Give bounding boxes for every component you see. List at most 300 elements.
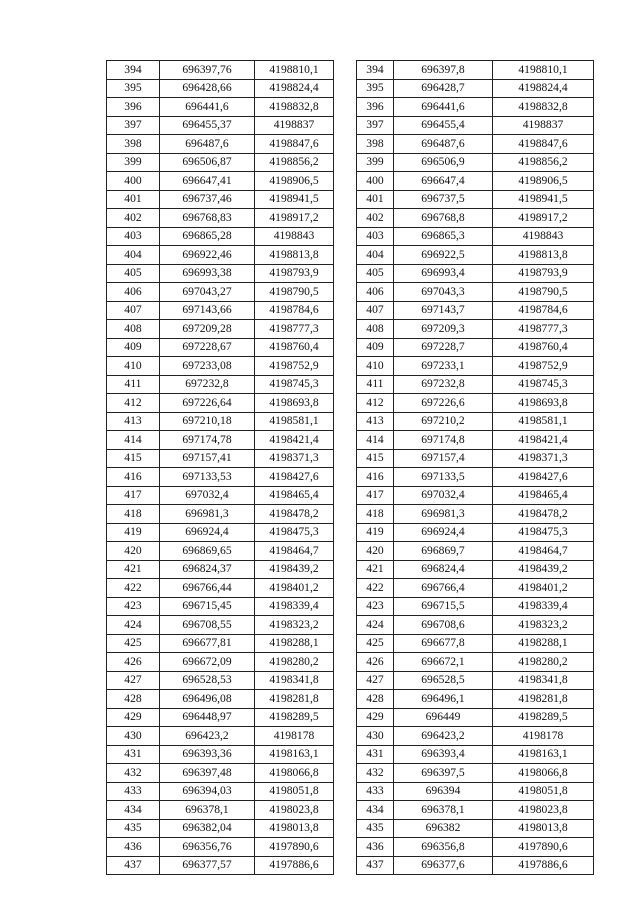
left-point-number-cell: 397 xyxy=(107,116,160,135)
left-x-coordinate-cell: 696506,87 xyxy=(160,153,255,172)
left-y-coordinate-cell: 4198427,6 xyxy=(255,468,334,487)
table-row xyxy=(107,653,594,672)
right-point-number-cell: 424 xyxy=(357,616,394,635)
table-row xyxy=(107,801,594,820)
right-y-coordinate-cell: 4198813,8 xyxy=(493,246,594,265)
right-point-number-cell: 418 xyxy=(357,505,394,524)
table-row xyxy=(107,597,594,616)
table-row xyxy=(107,375,594,394)
left-y-coordinate-cell: 4198066,8 xyxy=(255,764,334,783)
left-y-coordinate-cell: 4198832,8 xyxy=(255,98,334,117)
left-y-coordinate-cell: 4198813,8 xyxy=(255,246,334,265)
left-point-number-cell: 413 xyxy=(107,412,160,431)
right-point-number-cell: 395 xyxy=(357,79,394,98)
right-point-number-cell: 434 xyxy=(357,801,394,820)
left-x-coordinate-cell: 696394,03 xyxy=(160,782,255,801)
left-y-coordinate-cell: 4198581,1 xyxy=(255,412,334,431)
left-point-number-cell: 429 xyxy=(107,708,160,727)
table-row xyxy=(107,523,594,542)
table-gap xyxy=(334,523,357,542)
left-y-coordinate-cell: 4197890,6 xyxy=(255,838,334,857)
right-y-coordinate-cell: 4198289,5 xyxy=(493,708,594,727)
right-y-coordinate-cell: 4198051,8 xyxy=(493,782,594,801)
table-gap xyxy=(334,190,357,209)
left-x-coordinate-cell: 696647,41 xyxy=(160,172,255,191)
right-y-coordinate-cell: 4198824,4 xyxy=(493,79,594,98)
left-y-coordinate-cell: 4198465,4 xyxy=(255,486,334,505)
left-x-coordinate-cell: 696487,6 xyxy=(160,135,255,154)
table-gap xyxy=(334,61,357,80)
left-x-coordinate-cell: 697174,78 xyxy=(160,431,255,450)
table-row xyxy=(107,505,594,524)
right-y-coordinate-cell: 4198341,8 xyxy=(493,671,594,690)
table-row xyxy=(107,634,594,653)
table-gap xyxy=(334,856,357,875)
table-row xyxy=(107,394,594,413)
right-point-number-cell: 410 xyxy=(357,357,394,376)
table-row xyxy=(107,172,594,191)
right-point-number-cell: 423 xyxy=(357,597,394,616)
table-gap xyxy=(334,98,357,117)
right-y-coordinate-cell: 4198941,5 xyxy=(493,190,594,209)
left-point-number-cell: 417 xyxy=(107,486,160,505)
table-gap xyxy=(334,246,357,265)
left-point-number-cell: 409 xyxy=(107,338,160,357)
right-y-coordinate-cell: 4198066,8 xyxy=(493,764,594,783)
left-x-coordinate-cell: 697233,08 xyxy=(160,357,255,376)
table-row xyxy=(107,431,594,450)
right-y-coordinate-cell: 4198906,5 xyxy=(493,172,594,191)
left-point-number-cell: 433 xyxy=(107,782,160,801)
table-row xyxy=(107,338,594,357)
left-point-number-cell: 421 xyxy=(107,560,160,579)
table-row xyxy=(107,190,594,209)
left-point-number-cell: 414 xyxy=(107,431,160,450)
left-point-number-cell: 404 xyxy=(107,246,160,265)
right-x-coordinate-cell: 696393,4 xyxy=(394,745,493,764)
left-point-number-cell: 418 xyxy=(107,505,160,524)
left-point-number-cell: 416 xyxy=(107,468,160,487)
table-gap xyxy=(334,431,357,450)
left-x-coordinate-cell: 697228,67 xyxy=(160,338,255,357)
left-y-coordinate-cell: 4198341,8 xyxy=(255,671,334,690)
right-point-number-cell: 433 xyxy=(357,782,394,801)
left-point-number-cell: 401 xyxy=(107,190,160,209)
left-point-number-cell: 425 xyxy=(107,634,160,653)
table-gap xyxy=(334,764,357,783)
right-y-coordinate-cell: 4198581,1 xyxy=(493,412,594,431)
right-x-coordinate-cell: 697043,3 xyxy=(394,283,493,302)
table-gap xyxy=(334,597,357,616)
left-point-number-cell: 435 xyxy=(107,819,160,838)
table-row xyxy=(107,690,594,709)
right-x-coordinate-cell: 696428,7 xyxy=(394,79,493,98)
left-y-coordinate-cell: 4198371,3 xyxy=(255,449,334,468)
right-point-number-cell: 408 xyxy=(357,320,394,339)
right-x-coordinate-cell: 696993,4 xyxy=(394,264,493,283)
right-point-number-cell: 397 xyxy=(357,116,394,135)
table-row xyxy=(107,153,594,172)
table-gap xyxy=(334,394,357,413)
left-x-coordinate-cell: 696981,3 xyxy=(160,505,255,524)
right-x-coordinate-cell: 696677,8 xyxy=(394,634,493,653)
right-x-coordinate-cell: 696496,1 xyxy=(394,690,493,709)
left-x-coordinate-cell: 697210,18 xyxy=(160,412,255,431)
right-y-coordinate-cell: 4198023,8 xyxy=(493,801,594,820)
right-y-coordinate-cell: 4198478,2 xyxy=(493,505,594,524)
left-y-coordinate-cell: 4198439,2 xyxy=(255,560,334,579)
left-point-number-cell: 415 xyxy=(107,449,160,468)
left-y-coordinate-cell: 4198051,8 xyxy=(255,782,334,801)
left-point-number-cell: 427 xyxy=(107,671,160,690)
right-y-coordinate-cell: 4198401,2 xyxy=(493,579,594,598)
left-point-number-cell: 400 xyxy=(107,172,160,191)
table-gap xyxy=(334,838,357,857)
right-x-coordinate-cell: 696394 xyxy=(394,782,493,801)
left-y-coordinate-cell: 4198906,5 xyxy=(255,172,334,191)
right-point-number-cell: 428 xyxy=(357,690,394,709)
right-y-coordinate-cell: 4197886,6 xyxy=(493,856,594,875)
table-gap xyxy=(334,616,357,635)
table-row xyxy=(107,486,594,505)
right-x-coordinate-cell: 696768,8 xyxy=(394,209,493,228)
right-y-coordinate-cell: 4198843 xyxy=(493,227,594,246)
left-x-coordinate-cell: 697143,66 xyxy=(160,301,255,320)
right-x-coordinate-cell: 696441,6 xyxy=(394,98,493,117)
coordinates-table-body xyxy=(107,61,594,875)
left-x-coordinate-cell: 696382,04 xyxy=(160,819,255,838)
table-gap xyxy=(334,486,357,505)
left-point-number-cell: 412 xyxy=(107,394,160,413)
right-point-number-cell: 404 xyxy=(357,246,394,265)
table-row xyxy=(107,449,594,468)
table-gap xyxy=(334,227,357,246)
table-gap xyxy=(334,338,357,357)
left-point-number-cell: 431 xyxy=(107,745,160,764)
right-point-number-cell: 399 xyxy=(357,153,394,172)
right-y-coordinate-cell: 4198464,7 xyxy=(493,542,594,561)
table-gap xyxy=(334,357,357,376)
left-point-number-cell: 424 xyxy=(107,616,160,635)
right-y-coordinate-cell: 4198288,1 xyxy=(493,634,594,653)
left-point-number-cell: 419 xyxy=(107,523,160,542)
left-point-number-cell: 395 xyxy=(107,79,160,98)
table-gap xyxy=(334,801,357,820)
right-x-coordinate-cell: 696528,5 xyxy=(394,671,493,690)
table-gap xyxy=(334,301,357,320)
table-row xyxy=(107,838,594,857)
right-point-number-cell: 398 xyxy=(357,135,394,154)
table-row xyxy=(107,782,594,801)
right-x-coordinate-cell: 697143,7 xyxy=(394,301,493,320)
table-gap xyxy=(334,209,357,228)
right-x-coordinate-cell: 696487,6 xyxy=(394,135,493,154)
right-x-coordinate-cell: 696922,5 xyxy=(394,246,493,265)
right-point-number-cell: 437 xyxy=(357,856,394,875)
right-y-coordinate-cell: 4198777,3 xyxy=(493,320,594,339)
left-y-coordinate-cell: 4198023,8 xyxy=(255,801,334,820)
right-y-coordinate-cell: 4198371,3 xyxy=(493,449,594,468)
coordinates-table xyxy=(106,60,594,875)
table-row xyxy=(107,579,594,598)
right-y-coordinate-cell: 4198752,9 xyxy=(493,357,594,376)
right-x-coordinate-cell: 696824,4 xyxy=(394,560,493,579)
left-x-coordinate-cell: 696397,76 xyxy=(160,61,255,80)
right-x-coordinate-cell: 697174,8 xyxy=(394,431,493,450)
left-point-number-cell: 408 xyxy=(107,320,160,339)
left-y-coordinate-cell: 4198784,6 xyxy=(255,301,334,320)
left-x-coordinate-cell: 696393,36 xyxy=(160,745,255,764)
left-point-number-cell: 406 xyxy=(107,283,160,302)
right-y-coordinate-cell: 4197890,6 xyxy=(493,838,594,857)
right-x-coordinate-cell: 696708,6 xyxy=(394,616,493,635)
right-y-coordinate-cell: 4198793,9 xyxy=(493,264,594,283)
left-y-coordinate-cell: 4198693,8 xyxy=(255,394,334,413)
left-x-coordinate-cell: 697133,53 xyxy=(160,468,255,487)
table-row xyxy=(107,79,594,98)
right-y-coordinate-cell: 4198693,8 xyxy=(493,394,594,413)
left-y-coordinate-cell: 4198281,8 xyxy=(255,690,334,709)
left-x-coordinate-cell: 697226,64 xyxy=(160,394,255,413)
right-point-number-cell: 396 xyxy=(357,98,394,117)
left-x-coordinate-cell: 696766,44 xyxy=(160,579,255,598)
right-point-number-cell: 407 xyxy=(357,301,394,320)
right-y-coordinate-cell: 4198465,4 xyxy=(493,486,594,505)
table-gap xyxy=(334,727,357,746)
left-y-coordinate-cell: 4198323,2 xyxy=(255,616,334,635)
left-x-coordinate-cell: 696528,53 xyxy=(160,671,255,690)
right-x-coordinate-cell: 696378,1 xyxy=(394,801,493,820)
table-row xyxy=(107,560,594,579)
right-y-coordinate-cell: 4198847,6 xyxy=(493,135,594,154)
right-x-coordinate-cell: 697210,2 xyxy=(394,412,493,431)
table-gap xyxy=(334,671,357,690)
table-row xyxy=(107,542,594,561)
left-y-coordinate-cell: 4198810,1 xyxy=(255,61,334,80)
table-row xyxy=(107,135,594,154)
table-row xyxy=(107,856,594,875)
left-y-coordinate-cell: 4198280,2 xyxy=(255,653,334,672)
table-gap xyxy=(334,320,357,339)
right-x-coordinate-cell: 696737,5 xyxy=(394,190,493,209)
left-y-coordinate-cell: 4198478,2 xyxy=(255,505,334,524)
left-point-number-cell: 430 xyxy=(107,727,160,746)
left-x-coordinate-cell: 696423,2 xyxy=(160,727,255,746)
left-x-coordinate-cell: 696737,46 xyxy=(160,190,255,209)
right-point-number-cell: 413 xyxy=(357,412,394,431)
table-gap xyxy=(334,283,357,302)
table-gap xyxy=(334,135,357,154)
table-gap xyxy=(334,79,357,98)
left-x-coordinate-cell: 696377,57 xyxy=(160,856,255,875)
table-row xyxy=(107,671,594,690)
right-x-coordinate-cell: 697157,4 xyxy=(394,449,493,468)
right-point-number-cell: 432 xyxy=(357,764,394,783)
right-point-number-cell: 401 xyxy=(357,190,394,209)
right-x-coordinate-cell: 696356,8 xyxy=(394,838,493,857)
right-x-coordinate-cell: 696397,5 xyxy=(394,764,493,783)
right-point-number-cell: 422 xyxy=(357,579,394,598)
table-row xyxy=(107,283,594,302)
right-point-number-cell: 406 xyxy=(357,283,394,302)
left-point-number-cell: 405 xyxy=(107,264,160,283)
left-x-coordinate-cell: 696448,97 xyxy=(160,708,255,727)
table-gap xyxy=(334,542,357,561)
left-point-number-cell: 396 xyxy=(107,98,160,117)
table-row xyxy=(107,227,594,246)
left-x-coordinate-cell: 696428,66 xyxy=(160,79,255,98)
right-point-number-cell: 403 xyxy=(357,227,394,246)
right-x-coordinate-cell: 697032,4 xyxy=(394,486,493,505)
left-x-coordinate-cell: 696924,4 xyxy=(160,523,255,542)
table-gap xyxy=(334,745,357,764)
left-point-number-cell: 434 xyxy=(107,801,160,820)
left-point-number-cell: 428 xyxy=(107,690,160,709)
left-x-coordinate-cell: 696768,83 xyxy=(160,209,255,228)
table-row xyxy=(107,412,594,431)
right-y-coordinate-cell: 4198810,1 xyxy=(493,61,594,80)
table-row xyxy=(107,301,594,320)
table-row xyxy=(107,745,594,764)
right-point-number-cell: 416 xyxy=(357,468,394,487)
table-gap xyxy=(334,264,357,283)
right-x-coordinate-cell: 696449 xyxy=(394,708,493,727)
right-x-coordinate-cell: 696382 xyxy=(394,819,493,838)
right-x-coordinate-cell: 697209,3 xyxy=(394,320,493,339)
table-row xyxy=(107,764,594,783)
right-x-coordinate-cell: 696423,2 xyxy=(394,727,493,746)
right-y-coordinate-cell: 4198323,2 xyxy=(493,616,594,635)
table-gap xyxy=(334,579,357,598)
left-point-number-cell: 399 xyxy=(107,153,160,172)
right-x-coordinate-cell: 696869,7 xyxy=(394,542,493,561)
table-gap xyxy=(334,468,357,487)
left-y-coordinate-cell: 4197886,6 xyxy=(255,856,334,875)
table-row xyxy=(107,264,594,283)
table-row xyxy=(107,357,594,376)
left-y-coordinate-cell: 4198289,5 xyxy=(255,708,334,727)
table-gap xyxy=(334,375,357,394)
right-x-coordinate-cell: 696377,6 xyxy=(394,856,493,875)
right-y-coordinate-cell: 4198784,6 xyxy=(493,301,594,320)
right-point-number-cell: 430 xyxy=(357,727,394,746)
left-point-number-cell: 436 xyxy=(107,838,160,857)
right-x-coordinate-cell: 697226,6 xyxy=(394,394,493,413)
left-y-coordinate-cell: 4198777,3 xyxy=(255,320,334,339)
right-point-number-cell: 425 xyxy=(357,634,394,653)
left-y-coordinate-cell: 4198856,2 xyxy=(255,153,334,172)
table-gap xyxy=(334,560,357,579)
right-y-coordinate-cell: 4198745,3 xyxy=(493,375,594,394)
right-y-coordinate-cell: 4198427,6 xyxy=(493,468,594,487)
right-x-coordinate-cell: 696715,5 xyxy=(394,597,493,616)
left-x-coordinate-cell: 696824,37 xyxy=(160,560,255,579)
right-point-number-cell: 412 xyxy=(357,394,394,413)
table-gap xyxy=(334,708,357,727)
right-x-coordinate-cell: 697232,8 xyxy=(394,375,493,394)
right-point-number-cell: 400 xyxy=(357,172,394,191)
right-y-coordinate-cell: 4198475,3 xyxy=(493,523,594,542)
left-x-coordinate-cell: 697157,41 xyxy=(160,449,255,468)
table-row xyxy=(107,246,594,265)
table-gap xyxy=(334,116,357,135)
table-gap xyxy=(334,653,357,672)
left-x-coordinate-cell: 696397,48 xyxy=(160,764,255,783)
left-x-coordinate-cell: 697043,27 xyxy=(160,283,255,302)
left-x-coordinate-cell: 696715,45 xyxy=(160,597,255,616)
left-point-number-cell: 437 xyxy=(107,856,160,875)
table-row xyxy=(107,98,594,117)
right-point-number-cell: 427 xyxy=(357,671,394,690)
table-gap xyxy=(334,449,357,468)
right-y-coordinate-cell: 4198439,2 xyxy=(493,560,594,579)
right-point-number-cell: 429 xyxy=(357,708,394,727)
table-row xyxy=(107,616,594,635)
left-y-coordinate-cell: 4198421,4 xyxy=(255,431,334,450)
left-point-number-cell: 411 xyxy=(107,375,160,394)
right-point-number-cell: 405 xyxy=(357,264,394,283)
table-gap xyxy=(334,782,357,801)
left-point-number-cell: 422 xyxy=(107,579,160,598)
left-x-coordinate-cell: 696708,55 xyxy=(160,616,255,635)
right-x-coordinate-cell: 697228,7 xyxy=(394,338,493,357)
table-gap xyxy=(334,412,357,431)
right-x-coordinate-cell: 697133,5 xyxy=(394,468,493,487)
left-point-number-cell: 420 xyxy=(107,542,160,561)
right-y-coordinate-cell: 4198339,4 xyxy=(493,597,594,616)
right-y-coordinate-cell: 4198917,2 xyxy=(493,209,594,228)
left-y-coordinate-cell: 4198752,9 xyxy=(255,357,334,376)
right-x-coordinate-cell: 696672,1 xyxy=(394,653,493,672)
left-y-coordinate-cell: 4198339,4 xyxy=(255,597,334,616)
right-point-number-cell: 417 xyxy=(357,486,394,505)
left-point-number-cell: 432 xyxy=(107,764,160,783)
table-gap xyxy=(334,505,357,524)
left-y-coordinate-cell: 4198824,4 xyxy=(255,79,334,98)
right-x-coordinate-cell: 697233,1 xyxy=(394,357,493,376)
left-y-coordinate-cell: 4198464,7 xyxy=(255,542,334,561)
right-point-number-cell: 421 xyxy=(357,560,394,579)
left-y-coordinate-cell: 4198941,5 xyxy=(255,190,334,209)
left-x-coordinate-cell: 696496,08 xyxy=(160,690,255,709)
right-point-number-cell: 394 xyxy=(357,61,394,80)
table-row xyxy=(107,209,594,228)
right-y-coordinate-cell: 4198790,5 xyxy=(493,283,594,302)
table-gap xyxy=(334,172,357,191)
table-row xyxy=(107,61,594,80)
right-y-coordinate-cell: 4198832,8 xyxy=(493,98,594,117)
left-y-coordinate-cell: 4198401,2 xyxy=(255,579,334,598)
right-y-coordinate-cell: 4198760,4 xyxy=(493,338,594,357)
right-x-coordinate-cell: 696647,4 xyxy=(394,172,493,191)
left-y-coordinate-cell: 4198847,6 xyxy=(255,135,334,154)
left-x-coordinate-cell: 696922,46 xyxy=(160,246,255,265)
left-x-coordinate-cell: 696378,1 xyxy=(160,801,255,820)
table-gap xyxy=(334,634,357,653)
right-y-coordinate-cell: 4198837 xyxy=(493,116,594,135)
right-x-coordinate-cell: 696455,4 xyxy=(394,116,493,135)
right-x-coordinate-cell: 696397,8 xyxy=(394,61,493,80)
right-y-coordinate-cell: 4198013,8 xyxy=(493,819,594,838)
left-x-coordinate-cell: 696865,28 xyxy=(160,227,255,246)
right-point-number-cell: 402 xyxy=(357,209,394,228)
left-y-coordinate-cell: 4198793,9 xyxy=(255,264,334,283)
right-y-coordinate-cell: 4198163,1 xyxy=(493,745,594,764)
table-row xyxy=(107,727,594,746)
right-x-coordinate-cell: 696506,9 xyxy=(394,153,493,172)
table-gap xyxy=(334,153,357,172)
right-point-number-cell: 426 xyxy=(357,653,394,672)
